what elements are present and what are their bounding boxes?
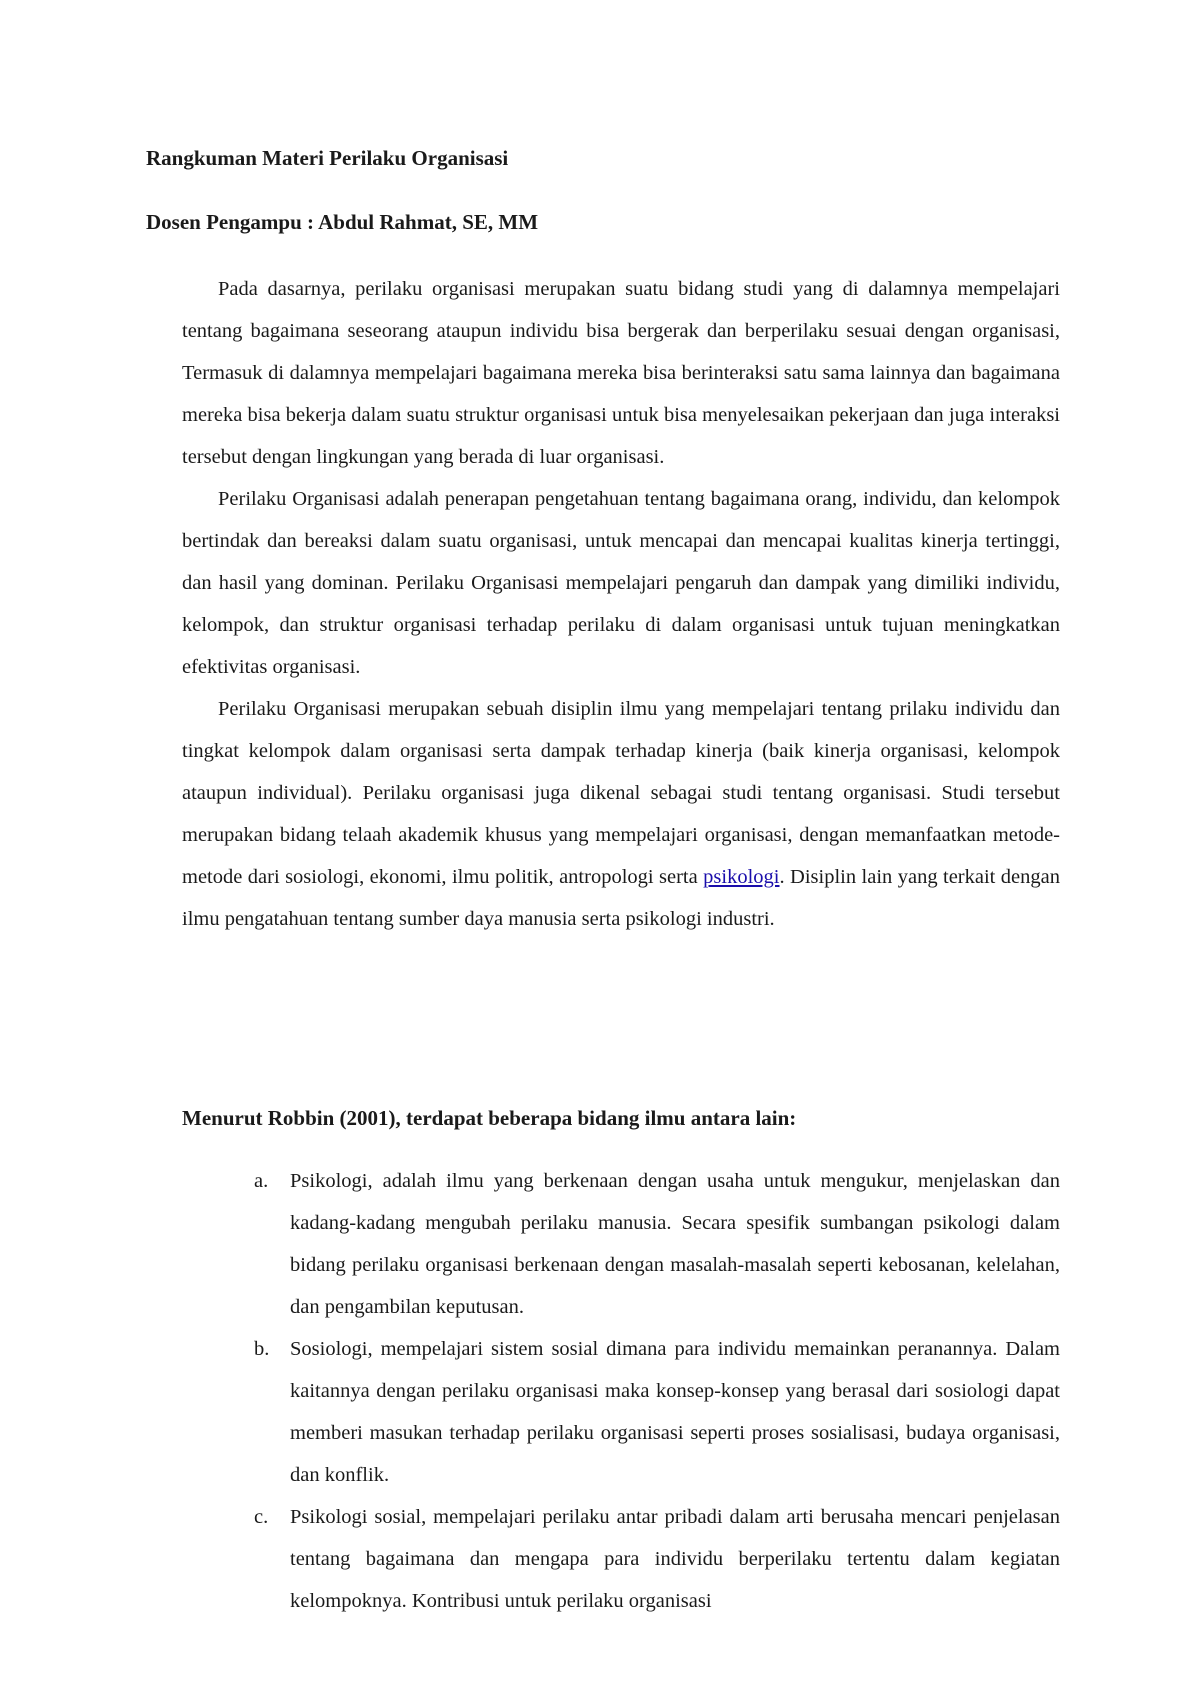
fields-list <box>254 1160 1060 1622</box>
paragraph-3-text-end: . Disiplin lain yang terkait dengan ilmu pengatahuan tentang sumber daya manusia serta psikologi industri. <box>182 866 1061 930</box>
list-item-text: Psikologi, adalah ilmu yang berkenaan dengan usaha untuk mengukur, menjelaskan dan kadang-kadang mengubah perilaku manusia. Secara spesifik sumbangan psikologi dalam bidang perilaku organisasi berkenaan dengan masalah-masalah seperti kebosanan, kelelahan, dan pengambilan keputusan. <box>290 1170 1060 1318</box>
list-item <box>254 1160 1060 1328</box>
list-marker: c. <box>254 1506 269 1528</box>
list-item-text: Sosiologi, mempelajari sistem sosial dimana para individu memainkan peranannya. Dalam kaitannya dengan perilaku organisasi maka konsep-konsep yang berasal dari sosiologi dapat memberi masukan terhadap perilaku organisasi seperti proses sosialisasi, budaya organisasi, dan konflik. <box>290 1338 1060 1486</box>
paragraph-1: Pada dasarnya, perilaku organisasi merupakan suatu bidang studi yang di dalamnya mempelajari tentang bagaimana seseorang ataupun individu bisa bergerak dan berperilaku sesuai dengan organisasi, Termasuk di dalamnya mempelajari bagaimana mereka bisa berinteraksi satu sama lainnya dan bagaimana mereka bisa bekerja dalam suatu struktur organisasi untuk bisa menyelesaikan pekerjaan dan juga interaksi tersebut dengan lingkungan yang berada di luar organisasi. <box>182 278 1060 468</box>
psikologi-link[interactable]: psikologi <box>703 866 780 888</box>
body-text <box>182 268 1060 940</box>
paragraph-2: Perilaku Organisasi adalah penerapan pengetahuan tentang bagaimana orang, individu, dan kelompok bertindak dan bereaksi dalam suatu organisasi, untuk mencapai dan mencapai kualitas kinerja tertinggi, dan hasil yang dominan. Perilaku Organisasi mempelajari pengaruh dan dampak yang dimiliki individu, kelompok, dan struktur organisasi terhadap perilaku di dalam organisasi untuk tujuan meningkatkan efektivitas organisasi. <box>182 488 1060 678</box>
paragraph-3 <box>182 688 1060 940</box>
section-heading: Menurut Robbin (2001), terdapat beberapa bidang ilmu antara lain: <box>182 1106 797 1130</box>
paragraph-3-text-start: Perilaku Organisasi merupakan sebuah disiplin ilmu yang mempelajari tentang prilaku individu dan tingkat kelompok dalam organisasi serta dampak terhadap kinerja (baik kinerja organisasi, kelompok ataupun individual). Perilaku organisasi juga dikenal sebagai studi tentang organisasi. Studi tersebut merupakan bidang telaah akademik khusus yang mempelajari organisasi, dengan memanfaatkan metode-metode dari sosiologi, ekonomi, ilmu politik, antropologi serta <box>182 698 1060 888</box>
list-item-text: Psikologi sosial, mempelajari perilaku antar pribadi dalam arti berusaha mencari penjelasan tentang bagaimana dan mengapa para individu berperilaku tertentu dalam kegiatan kelompoknya. Kontribusi untuk perilaku organisasi <box>290 1506 1060 1612</box>
document-title: Rangkuman Materi Perilaku Organisasi <box>146 146 509 170</box>
list-item <box>254 1328 1060 1496</box>
lecturer-line: Dosen Pengampu : Abdul Rahmat, SE, MM <box>146 210 539 234</box>
list-marker: a. <box>254 1170 269 1192</box>
list-marker: b. <box>254 1338 270 1360</box>
list-item <box>254 1496 1060 1622</box>
